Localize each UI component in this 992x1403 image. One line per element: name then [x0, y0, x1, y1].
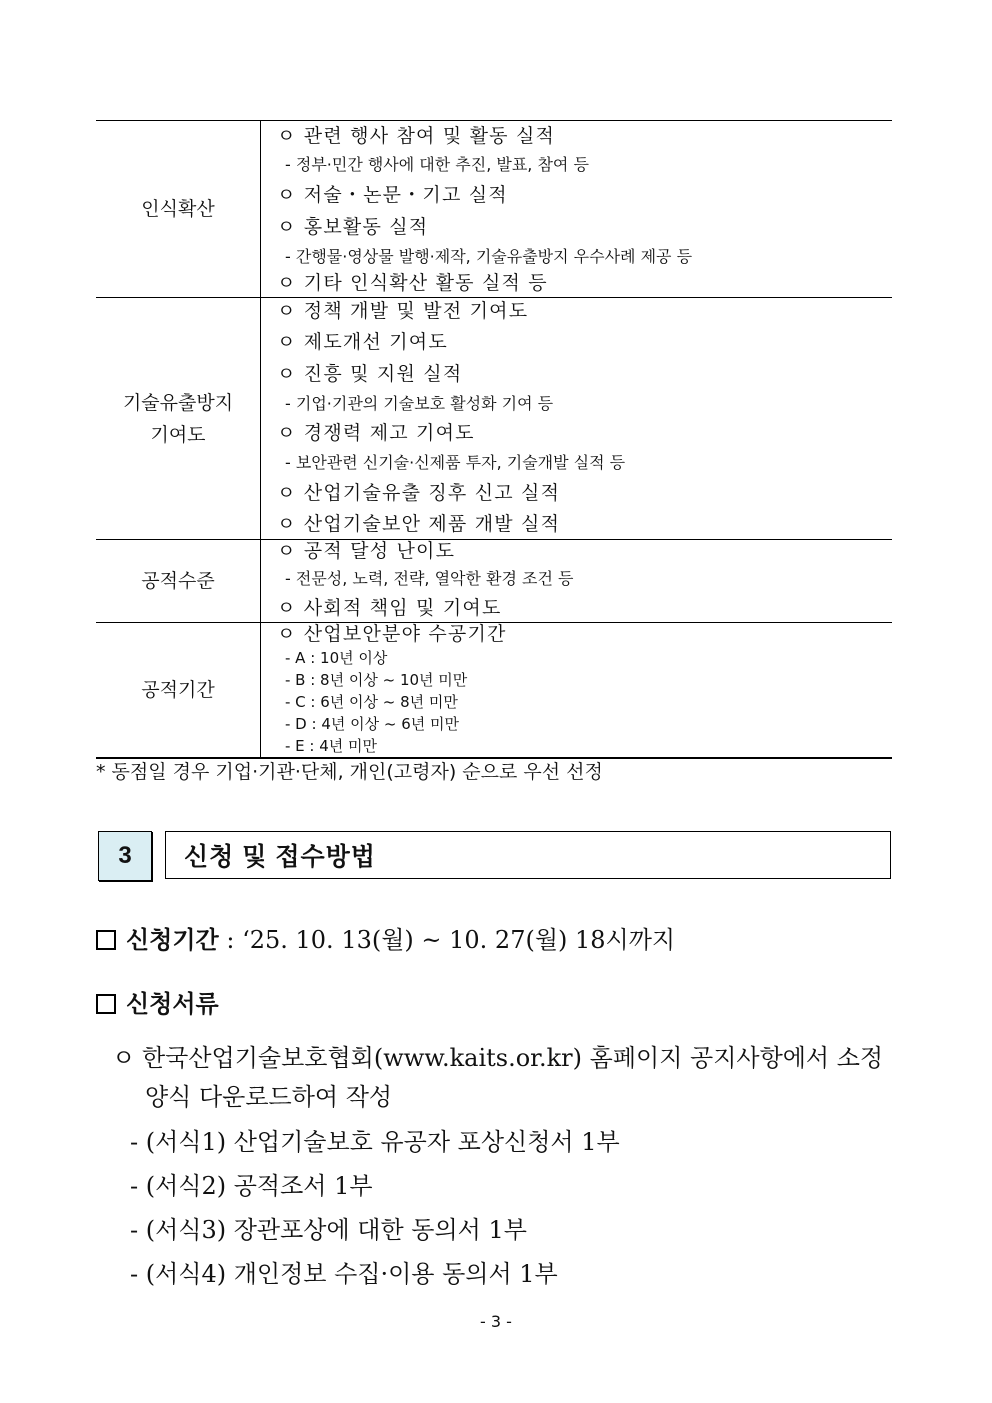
intro-text-line1: 한국산업기술보호협회(www.kaits.or.kr) 홈페이지 공지사항에서 소정: [142, 1044, 884, 1072]
criterion-item: ㅇ 정책 개발 및 발전 기여도: [277, 300, 529, 322]
criterion-item: ㅇ 저술・논문・기고 실적: [277, 184, 508, 206]
criterion-detail: - 보안관련 신기술·신제품 투자, 기술개발 실적 등: [285, 453, 626, 472]
criterion-detail: - C : 6년 이상 ~ 8년 미만: [285, 693, 458, 711]
category-cell: [96, 121, 261, 298]
period-value: : ‘25. 10. 13(월) ~ 10. 27(월) 18시까지: [218, 926, 676, 954]
criterion-item: ㅇ 홍보활동 실적: [277, 216, 429, 238]
section-number-badge: 3: [98, 831, 152, 881]
document-item: - (서식4) 개인정보 수집·이용 동의서 1부: [130, 1260, 558, 1288]
table-row: [96, 540, 892, 623]
criterion-item: ㅇ 진흥 및 지원 실적: [277, 363, 463, 385]
criterion-item: ㅇ 산업기술유출 징후 신고 실적: [277, 482, 561, 504]
criterion-item: ㅇ 사회적 책임 및 기여도: [277, 597, 502, 619]
table-row: [96, 623, 892, 759]
table-row: [96, 121, 892, 298]
documents-label: 신청서류: [126, 989, 219, 1018]
category-label: 인식확산: [141, 198, 215, 220]
items-cell: [261, 298, 893, 540]
category-cell: [96, 298, 261, 540]
document-item: - (서식3) 장관포상에 대한 동의서 1부: [130, 1216, 527, 1244]
checkbox-icon: [96, 930, 116, 950]
documents-heading: [96, 984, 219, 1019]
items-cell: [261, 540, 893, 623]
circle-bullet-icon: ㅇ: [112, 1044, 136, 1072]
criterion-item: ㅇ 산업기술보안 제품 개발 실적: [277, 513, 561, 535]
category-cell: [96, 623, 261, 759]
table-row: [96, 298, 892, 540]
category-label: 공적수준: [141, 570, 215, 592]
criterion-item: ㅇ 경쟁력 제고 기여도: [277, 422, 475, 444]
category-label: 기술유출방지: [122, 391, 234, 414]
criterion-item: ㅇ 제도개선 기여도: [277, 331, 448, 353]
items-cell: [261, 623, 893, 759]
document-item: - (서식2) 공적조서 1부: [130, 1172, 373, 1200]
documents-intro: [112, 1038, 883, 1073]
items-cell: [261, 121, 893, 298]
period-label: 신청기간: [126, 925, 219, 954]
section-title: 신청 및 접수방법: [165, 831, 891, 879]
criterion-item: ㅇ 기타 인식확산 활동 실적 등: [277, 272, 548, 294]
criterion-detail: - E : 4년 미만: [285, 737, 378, 755]
intro-text-line2: 양식 다운로드하여 작성: [145, 1083, 393, 1111]
category-cell: [96, 540, 261, 623]
category-label: 기여도: [150, 423, 206, 446]
footnote: * 동점일 경우 기업·기관·단체, 개인(고령자) 순으로 우선 선정: [96, 761, 603, 783]
criterion-item: ㅇ 산업보안분야 수공기간: [277, 623, 507, 645]
criterion-item: ㅇ 관련 행사 참여 및 활동 실적: [277, 125, 556, 147]
criterion-detail: - 정부·민간 행사에 대한 추진, 발표, 참여 등: [285, 155, 589, 174]
document-item: - (서식1) 산업기술보호 유공자 포상신청서 1부: [130, 1128, 620, 1156]
application-period: [96, 920, 675, 955]
criterion-detail: - 간행물·영상물 발행·제작, 기술유출방지 우수사례 제공 등: [285, 247, 693, 266]
criterion-item: ㅇ 공적 달성 난이도: [277, 540, 456, 562]
criterion-detail: - B : 8년 이상 ~ 10년 미만: [285, 671, 468, 689]
criterion-detail: - 전문성, 노력, 전략, 열악한 환경 조건 등: [285, 569, 574, 588]
criterion-detail: - A : 10년 이상: [285, 649, 388, 667]
criterion-detail: - 기업·기관의 기술보호 활성화 기여 등: [285, 394, 554, 413]
checkbox-icon: [96, 994, 116, 1014]
criterion-detail: - D : 4년 이상 ~ 6년 미만: [285, 715, 459, 733]
category-label: 공적기간: [141, 679, 215, 701]
criteria-table: [96, 120, 892, 759]
page-number: - 3 -: [480, 1312, 512, 1331]
